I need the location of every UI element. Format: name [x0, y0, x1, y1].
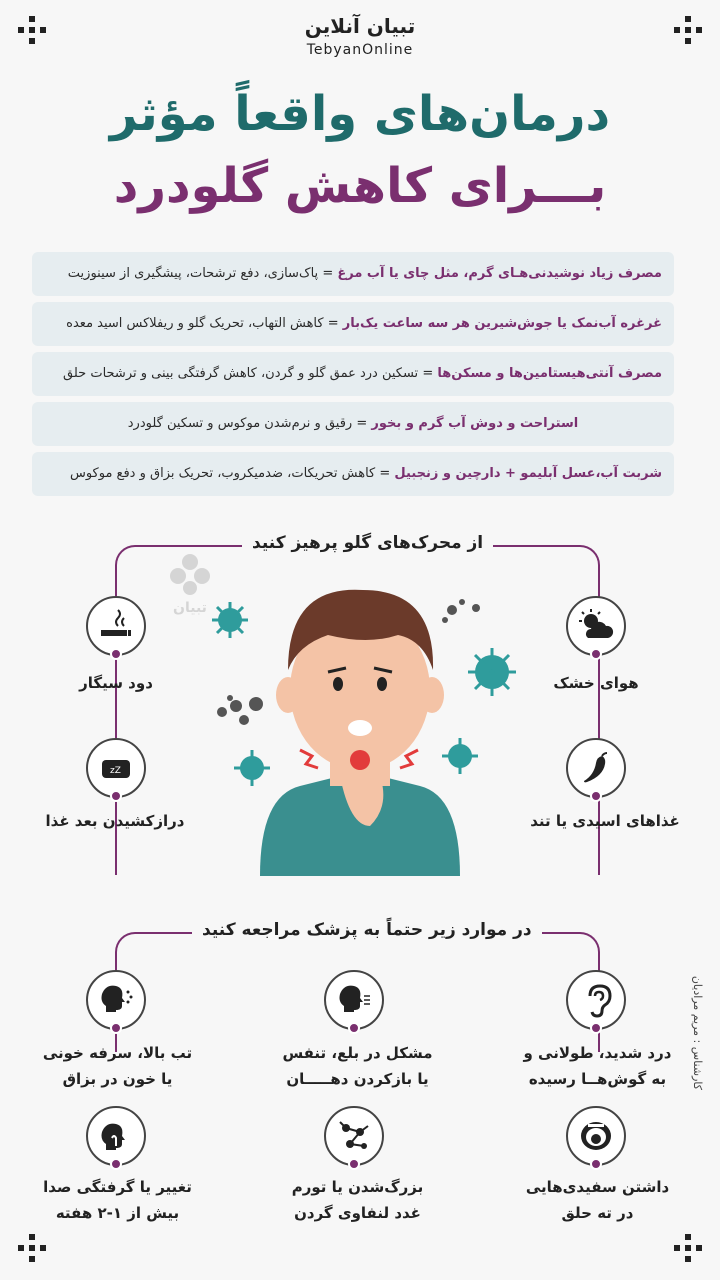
- doctor-label-line1: بزرگ‌شدن یا تورم: [291, 1178, 424, 1196]
- treatment-highlight: استراحت و دوش آب گرم و بخور: [371, 416, 579, 431]
- sore-throat-illustration: [200, 580, 520, 876]
- doctor-item-lymph: [324, 1106, 384, 1166]
- brand-logo-fa: تبیان آنلاین: [304, 14, 416, 38]
- ear-icon: [578, 982, 614, 1018]
- doctor-label-line1: درد شدید، طولانی و: [523, 1044, 672, 1062]
- svg-text:zZ: zZ: [110, 766, 121, 776]
- mouth-throat-icon: [578, 1118, 614, 1154]
- corner-ornament-icon: [18, 1234, 46, 1262]
- watermark-text: تبیان: [173, 600, 207, 616]
- chili-pepper-icon: [578, 750, 614, 786]
- treatment-sep: =: [356, 416, 368, 431]
- doctor-item-ear-pain: [566, 970, 626, 1030]
- treatment-highlight: شربت آب،عسل آبلیمو + دارچین و زنجبیل: [394, 466, 662, 481]
- coughing-head-icon: [98, 982, 134, 1018]
- cigarette-icon: [98, 608, 134, 644]
- treatment-sep: =: [322, 266, 334, 281]
- avoid-dot: [110, 648, 122, 660]
- doctor-item-fever: [86, 970, 146, 1030]
- doctor-label-line2: غدد لنفاوی گردن: [294, 1204, 421, 1222]
- doctor-dot: [110, 1158, 122, 1170]
- treatment-row: [32, 302, 674, 346]
- doctor-label-fever: [40, 1040, 195, 1092]
- page-title-line2: بـــرای کاهش گلودرد: [113, 158, 607, 214]
- doctor-dot: [348, 1022, 360, 1034]
- doctor-label-line2: یا خون در بزاق: [62, 1070, 173, 1088]
- avoid-dot: [590, 648, 602, 660]
- doctor-label-lymph: [280, 1174, 435, 1226]
- corner-ornament-icon: [674, 1234, 702, 1262]
- treatment-result: تسکین درد عمق گلو و گردن، کاهش گرفتگی بینی و ترشحات حلق: [63, 366, 419, 381]
- avoid-dot: [110, 790, 122, 802]
- lymph-nodes-icon: [336, 1118, 372, 1154]
- treatment-highlight: مصرف آنتی‌هیستامین‌ها و مسکن‌ها: [437, 366, 662, 381]
- doctor-item-white-patches: [566, 1106, 626, 1166]
- treatment-row: [32, 252, 674, 296]
- avoid-label-dry-air: هوای خشک: [553, 674, 639, 692]
- avoid-item-lying-down: [86, 738, 146, 798]
- treatment-result: رقیق و نرم‌شدن موکوس و تسکین گلودرد: [127, 416, 353, 431]
- treatment-sep: =: [422, 366, 434, 381]
- brand-logo-en: TebyanOnline: [306, 42, 414, 58]
- avoid-item-spicy-food: [566, 738, 626, 798]
- avoid-label-spicy-food: غذاهای اسیدی یا تند: [530, 812, 680, 830]
- doctor-item-voice: [86, 1106, 146, 1166]
- voice-head-icon: [98, 1118, 134, 1154]
- doctor-dot: [110, 1022, 122, 1034]
- breathing-head-icon: [336, 982, 372, 1018]
- sleep-pillow-icon: [98, 750, 134, 786]
- avoid-item-dry-air: [566, 596, 626, 656]
- treatment-result: کاهش تحریکات، ضدمیکروب، تحریک بزاق و دفع موکوس: [69, 466, 376, 481]
- treatment-row: [32, 452, 674, 496]
- doctor-label-voice: [40, 1174, 195, 1226]
- doctor-section-title: در موارد زیر حتماً به پزشک مراجعه کنید: [192, 920, 542, 940]
- doctor-dot: [590, 1022, 602, 1034]
- treatment-result: کاهش التهاب، تحریک گلو و ریفلاکس اسید معده: [66, 316, 324, 331]
- doctor-label-line2: یا بازکردن دهـــــان: [286, 1070, 429, 1088]
- doctor-label-line1: تغییر یا گرفتگی صدا: [43, 1178, 192, 1196]
- avoid-section-title: از محرک‌های گلو پرهیز کنید: [242, 533, 493, 553]
- doctor-label-swallowing: [280, 1040, 435, 1092]
- doctor-label-line2: در ته حلق: [561, 1204, 634, 1222]
- treatment-sep: =: [379, 466, 391, 481]
- doctor-label-white-patches: [520, 1174, 675, 1226]
- doctor-label-line2: به گوش‌هــا رسیده: [528, 1070, 667, 1088]
- avoid-dot: [590, 790, 602, 802]
- treatment-row: [32, 352, 674, 396]
- avoid-label-cigarette: دود سیگار: [79, 674, 153, 692]
- doctor-label-line1: مشکل در بلع، تنفس: [282, 1044, 433, 1062]
- doctor-dot: [348, 1158, 360, 1170]
- avoid-item-cigarette: [86, 596, 146, 656]
- doctor-label-line2: بیش از ۱-۲ هفته: [55, 1204, 180, 1222]
- treatment-result: پاک‌سازی، دفع ترشحات، پیشگیری از سینوزیت: [67, 266, 319, 281]
- treatment-row: [32, 402, 674, 446]
- page-title-line1: درمان‌های واقعاً مؤثر: [109, 86, 611, 142]
- treatment-highlight: مصرف زیاد نوشیدنی‌هـای گرم، مثل چای یا آب مرغ: [337, 266, 662, 281]
- treatment-highlight: غرغره آب‌نمک یا جوش‌شیرین هر سه ساعت یک‌بار: [342, 316, 662, 331]
- doctor-item-swallowing: [324, 970, 384, 1030]
- treatment-sep: =: [327, 316, 339, 331]
- avoid-label-lying-down: درازکشیدن بعد غذا: [45, 812, 185, 830]
- doctor-label-ear-pain: [520, 1040, 675, 1092]
- doctor-dot: [590, 1158, 602, 1170]
- expert-credit: کارشناس : مریم مرادیان: [691, 975, 704, 1090]
- doctor-label-line1: داشتن سفیدی‌هایی: [525, 1178, 670, 1196]
- doctor-label-line1: تب بالا، سرفه خونی: [42, 1044, 193, 1062]
- weather-icon: [578, 608, 614, 644]
